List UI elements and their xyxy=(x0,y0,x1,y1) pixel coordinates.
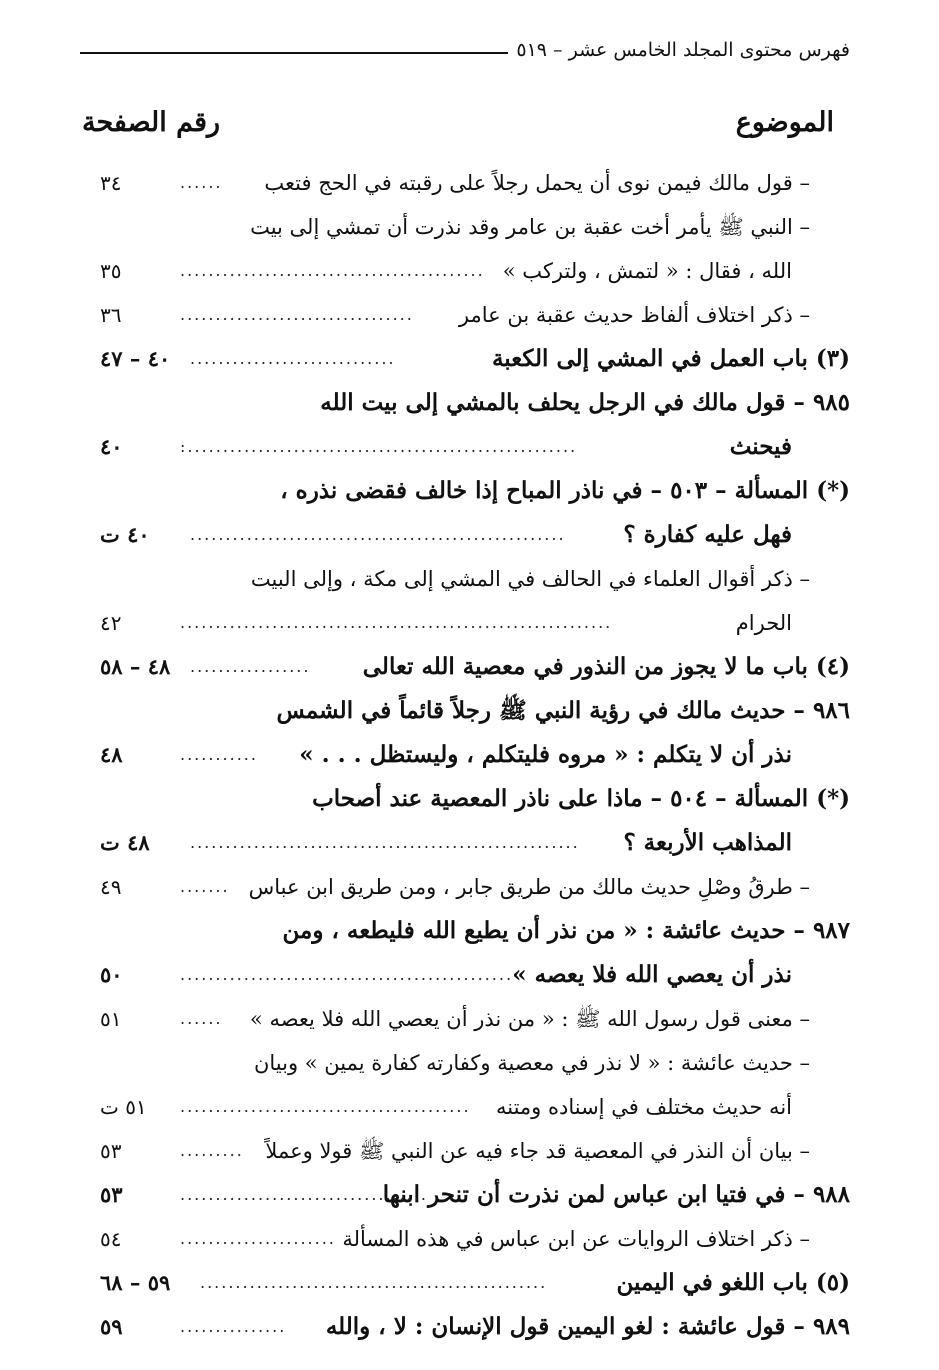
dot-leader: ........................................... xyxy=(180,261,485,280)
dot-leader: ............................................................. xyxy=(180,613,613,632)
toc-row xyxy=(100,777,850,821)
toc-row xyxy=(100,337,850,381)
dot-leader: ...................... xyxy=(180,1229,336,1248)
toc-row xyxy=(100,645,850,689)
dot-leader: ....................................................... xyxy=(190,833,580,852)
toc-row xyxy=(100,1305,850,1349)
entry-text: (*) المسألة – ٥٠٣ – في ناذر المباح إذا خالف فقضى نذره ، xyxy=(280,477,850,504)
entry-text: ٩٨٩ – قول عائشة : لغو اليمين قول الإنسان : لا ، والله xyxy=(325,1313,850,1340)
page-number: ٥١ xyxy=(100,1007,122,1031)
entry-text: – بيان أن النذر في المعصية قد جاء فيه عن النبي ﷺ قولا وعملاً xyxy=(265,1139,810,1163)
page-number: ٤٨ xyxy=(100,742,123,767)
toc-row xyxy=(100,997,850,1041)
topic-column-heading: الموضوع xyxy=(735,106,834,138)
entry-text: نذر أن لا يتكلم : « مروه فليتكلم ، وليستظل . . . » xyxy=(299,741,792,768)
dot-leader: ..................................................... xyxy=(190,525,566,544)
entry-text: ٩٨٧ – حديث عائشة : « من نذر أن يطيع الله فليطعه ، ومن xyxy=(282,917,850,944)
page-number: ٥٩ – ٦٨ xyxy=(100,1270,171,1295)
page-number: ٤٩ xyxy=(100,875,122,899)
dot-leader: ...... xyxy=(180,1009,223,1028)
entry-text: (٥) باب اللغو في اليمين xyxy=(616,1269,850,1296)
entry-text: – ذكر اختلاف الروايات عن ابن عباس في هذه المسألة xyxy=(342,1227,810,1251)
page-number: ٥١ ت xyxy=(100,1095,147,1119)
dot-leader: ............................. xyxy=(190,349,396,368)
page-number: ٤٨ ت xyxy=(100,830,150,855)
dot-leader: ......... xyxy=(180,1141,244,1160)
toc-row xyxy=(100,909,850,953)
dot-leader: ...... xyxy=(180,173,223,192)
entry-text: – قول مالك فيمن نوى أن يحمل رجلاً على رقبته في الحج فتعب xyxy=(264,171,810,195)
page-number: ٣٥ xyxy=(100,259,122,283)
page-number: ٤٨ – ٥٨ xyxy=(100,654,171,679)
entry-text: فهل عليه كفارة ؟ xyxy=(623,521,792,548)
toc-row xyxy=(100,733,850,777)
toc-row xyxy=(100,1085,850,1129)
dot-leader: ................................... xyxy=(180,1185,429,1204)
entry-text: الله ، فقال : « لتمش ، ولتركب » xyxy=(502,259,792,283)
entry-text: – النبي ﷺ يأمر أخت عقبة بن عامر وقد نذرت أن تمشي إلى بيت xyxy=(250,215,810,239)
page-number: ٥٣ xyxy=(100,1182,123,1207)
page-number: ٤٠ xyxy=(100,434,123,459)
toc-row xyxy=(100,689,850,733)
toc-row xyxy=(100,821,850,865)
toc-row xyxy=(100,1041,850,1085)
toc-row xyxy=(100,1261,850,1305)
entry-text: (٣) باب العمل في المشي إلى الكعبة xyxy=(491,345,850,372)
dot-leader: ............................................... xyxy=(180,965,514,984)
dot-leader: :....................................................... xyxy=(180,437,578,456)
toc-row xyxy=(100,557,850,601)
toc-row xyxy=(100,425,850,469)
page-number: ٤٢ xyxy=(100,611,122,635)
toc-row xyxy=(100,249,850,293)
toc-row xyxy=(100,1173,850,1217)
entry-text: (*) المسألة – ٥٠٤ – ماذا على ناذر المعصية عند أصحاب xyxy=(312,785,850,812)
page-column-heading: رقم الصفحة xyxy=(82,106,221,138)
page-number: ٥٩ xyxy=(100,1314,123,1339)
toc-row xyxy=(100,469,850,513)
entry-text: – حديث عائشة : « لا نذر في معصية وكفارته كفارة يمين » وبيان xyxy=(253,1051,810,1075)
dot-leader: ......................................... xyxy=(180,1097,471,1116)
dot-leader: ................................. xyxy=(180,305,414,324)
entry-text: – ذكر اختلاف ألفاظ حديث عقبة بن عامر xyxy=(458,303,810,327)
dot-leader: ........... xyxy=(180,745,258,764)
entry-text: الحرام xyxy=(735,611,792,635)
entry-text: – طرقُ وصْلِ حديث مالك من طريق جابر ، ومن طريق ابن عباس xyxy=(248,875,810,899)
dot-leader: ................. xyxy=(190,657,311,676)
page-number: ٤٠ ت xyxy=(100,522,150,547)
entry-text: – معنى قول رسول الله ﷺ : « من نذر أن يعصي الله فلا يعصه » xyxy=(249,1007,810,1031)
page-number: ٣٦ xyxy=(100,303,122,327)
page-number: ٤٠ – ٤٧ xyxy=(100,346,171,371)
entry-text: ٩٨٥ – قول مالك في الرجل يحلف بالمشي إلى بيت الله xyxy=(320,389,850,416)
entry-text: ٩٨٨ – في فتيا ابن عباس لمن نذرت أن تنحر ابنها xyxy=(382,1181,850,1208)
entry-text: (٤) باب ما لا يجوز من النذور في معصية الله تعالى xyxy=(362,653,850,680)
entry-text: ٩٨٦ – حديث مالك في رؤية النبي ﷺ رجلاً قائماً في الشمس xyxy=(276,697,850,724)
toc-row xyxy=(100,161,850,205)
toc-row xyxy=(100,381,850,425)
entry-text: نذر أن يعصي الله فلا يعصه » xyxy=(512,961,792,988)
entry-text: المذاهب الأربعة ؟ xyxy=(623,829,792,856)
dot-leader: ............... xyxy=(180,1317,287,1336)
dot-leader: ....... xyxy=(180,877,230,896)
toc-row xyxy=(100,1129,850,1173)
toc-row xyxy=(100,513,850,557)
entry-text: فيحنث xyxy=(729,433,792,460)
toc-row xyxy=(100,293,850,337)
page-number: ٥٠ xyxy=(100,962,123,987)
toc-row xyxy=(100,865,850,909)
dot-leader: ................................................. xyxy=(200,1273,548,1292)
page-number: ٣٤ xyxy=(100,171,122,195)
toc-row xyxy=(100,1217,850,1261)
page-number: ٥٣ xyxy=(100,1139,122,1163)
running-title: فهرس محتوى المجلد الخامس عشر – ٥١٩ xyxy=(516,39,850,61)
page-number: ٥٤ xyxy=(100,1227,122,1251)
entry-text: – ذكر أقوال العلماء في الحالف في المشي إلى مكة ، وإلى البيت xyxy=(250,567,810,591)
toc-row xyxy=(100,205,850,249)
entry-text: أنه حديث مختلف في إسناده ومتنه xyxy=(496,1095,792,1119)
toc-row xyxy=(100,953,850,997)
toc-row xyxy=(100,601,850,645)
